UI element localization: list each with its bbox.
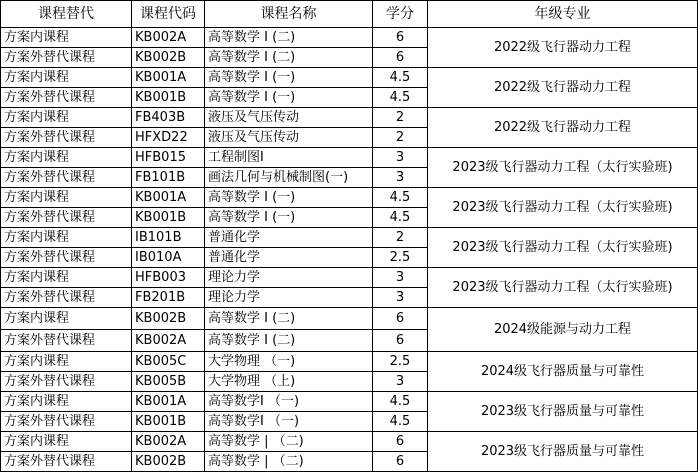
course-name-cell: 高等数学 I (二) [205,308,373,330]
grade-major-cell: 2024级飞行器质量与可靠性 [428,352,698,392]
substitution-type-cell: 方案内课程 [1,228,132,248]
course-code-cell: KB001A [132,68,205,88]
course-code-cell: KB005C [132,352,205,372]
grade-major-cell: 2023级飞行器质量与可靠性 [428,392,698,432]
substitution-type-cell: 方案内课程 [1,392,132,412]
grade-major-cell: 2022级飞行器动力工程 [428,68,698,108]
course-code-cell: HFB015 [132,148,205,168]
substitution-type-cell: 方案外替代课程 [1,88,132,108]
grade-major-cell: 2022级飞行器动力工程 [428,108,698,148]
substitution-type-cell: 方案内课程 [1,28,132,48]
credit-cell: 2 [373,228,428,248]
credit-cell: 6 [373,432,428,452]
substitution-type-cell: 方案外替代课程 [1,248,132,268]
credit-cell: 6 [373,28,428,48]
grade-major-cell: 2023级飞行器质量与可靠性 [428,432,698,472]
credit-cell: 4.5 [373,412,428,432]
credit-cell: 2 [373,128,428,148]
course-name-cell: 高等数学 | （二) [205,452,373,472]
course-code-cell: KB002A [132,28,205,48]
course-name-cell: 工程制图I [205,148,373,168]
substitution-type-cell: 方案内课程 [1,432,132,452]
header-grade-major: 年级专业 [428,1,698,28]
substitution-type-cell: 方案外替代课程 [1,412,132,432]
substitution-type-cell: 方案内课程 [1,108,132,128]
grade-major-cell: 2023级飞行器动力工程（太行实验班) [428,188,698,228]
course-name-cell: 理论力学 [205,268,373,288]
substitution-type-cell: 方案外替代课程 [1,48,132,68]
header-row [1,1,698,28]
table-row [1,188,698,208]
course-name-cell: 液压及气压传动 [205,128,373,148]
course-name-cell: 高等数学 I (一) [205,188,373,208]
substitution-type-cell: 方案外替代课程 [1,330,132,352]
course-name-cell: 高等数学 I (一) [205,68,373,88]
course-code-cell: KB002B [132,48,205,68]
grade-major-cell: 2023级飞行器动力工程（太行实验班) [428,148,698,188]
substitution-type-cell: 方案内课程 [1,68,132,88]
credit-cell: 4.5 [373,208,428,228]
substitution-type-cell: 方案外替代课程 [1,128,132,148]
course-name-cell: 大学物理 （上) [205,372,373,392]
table-row [1,432,698,452]
course-name-cell: 大学物理 （一) [205,352,373,372]
course-name-cell: 高等数学I （一) [205,392,373,412]
substitution-type-cell: 方案内课程 [1,148,132,168]
credit-cell: 2.5 [373,248,428,268]
credit-cell: 3 [373,168,428,188]
credit-cell: 2 [373,108,428,128]
course-code-cell: KB001B [132,412,205,432]
course-code-cell: KB001A [132,188,205,208]
grade-major-cell: 2023级飞行器动力工程（太行实验班) [428,228,698,268]
credit-cell: 6 [373,452,428,472]
course-code-cell: KB002A [132,432,205,452]
course-code-cell: FB201B [132,288,205,308]
table-row [1,268,698,288]
substitution-type-cell: 方案内课程 [1,352,132,372]
substitution-type-cell: 方案外替代课程 [1,452,132,472]
header-course-name: 课程名称 [205,1,373,28]
course-code-cell: FB403B [132,108,205,128]
substitution-type-cell: 方案外替代课程 [1,168,132,188]
substitution-type-cell: 方案内课程 [1,268,132,288]
credit-cell: 6 [373,330,428,352]
course-code-cell: FB101B [132,168,205,188]
course-code-cell: IB010A [132,248,205,268]
table-row [1,392,698,412]
course-code-cell: KB002B [132,452,205,472]
course-code-cell: KB005B [132,372,205,392]
substitution-type-cell: 方案内课程 [1,308,132,330]
credit-cell: 4.5 [373,88,428,108]
substitution-type-cell: 方案外替代课程 [1,372,132,392]
course-code-cell: HFXD22 [132,128,205,148]
credit-cell: 6 [373,308,428,330]
course-name-cell: 高等数学 I (二) [205,28,373,48]
credit-cell: 6 [373,48,428,68]
course-name-cell: 液压及气压传动 [205,108,373,128]
table-row [1,148,698,168]
course-name-cell: 高等数学 I (一) [205,88,373,108]
header-credit: 学分 [373,1,428,28]
course-name-cell: 高等数学I （一) [205,412,373,432]
table-row [1,352,698,372]
course-code-cell: KB001B [132,208,205,228]
credit-cell: 2.5 [373,352,428,372]
course-name-cell: 普通化学 [205,248,373,268]
credit-cell: 4.5 [373,68,428,88]
course-name-cell: 理论力学 [205,288,373,308]
course-name-cell: 高等数学 I (一) [205,208,373,228]
grade-major-cell: 2024级能源与动力工程 [428,308,698,352]
table-row [1,28,698,48]
grade-major-cell: 2023级飞行器动力工程（太行实验班) [428,268,698,308]
table-body [1,28,698,472]
course-code-cell: IB101B [132,228,205,248]
course-name-cell: 高等数学 I (二) [205,48,373,68]
grade-major-cell: 2022级飞行器动力工程 [428,28,698,68]
substitution-type-cell: 方案内课程 [1,188,132,208]
credit-cell: 3 [373,268,428,288]
course-name-cell: 画法几何与机械制图(一) [205,168,373,188]
course-code-cell: KB001B [132,88,205,108]
substitution-type-cell: 方案外替代课程 [1,208,132,228]
course-name-cell: 普通化学 [205,228,373,248]
credit-cell: 4.5 [373,392,428,412]
credit-cell: 3 [373,288,428,308]
course-name-cell: 高等数学 | （二) [205,432,373,452]
credit-cell: 3 [373,148,428,168]
header-substitution-type: 课程替代 [1,1,132,28]
table-row [1,228,698,248]
course-code-cell: KB001A [132,392,205,412]
course-code-cell: KB002B [132,308,205,330]
course-code-cell: KB002A [132,330,205,352]
course-name-cell: 高等数学 I (二) [205,330,373,352]
header-course-code: 课程代码 [132,1,205,28]
credit-cell: 4.5 [373,188,428,208]
substitution-type-cell: 方案外替代课程 [1,288,132,308]
table-row [1,68,698,88]
table-row [1,108,698,128]
credit-cell: 3 [373,372,428,392]
course-code-cell: HFB003 [132,268,205,288]
table-row [1,308,698,330]
